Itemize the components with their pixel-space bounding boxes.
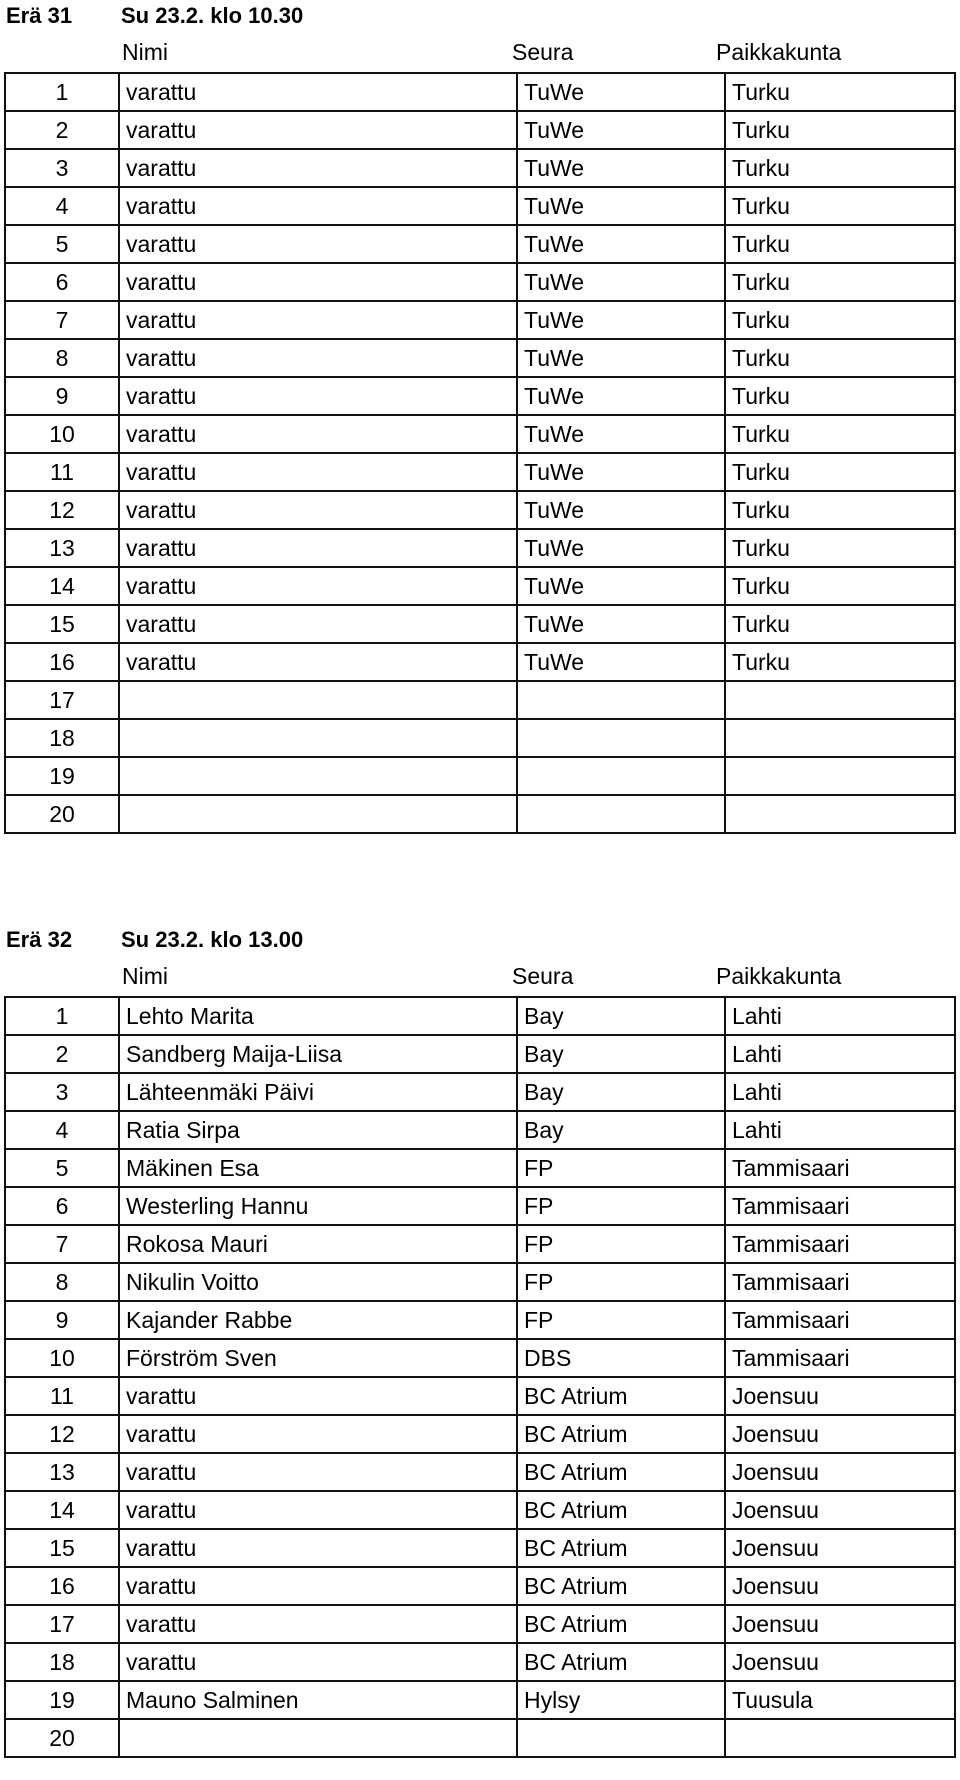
club-name: TuWe [517, 453, 725, 491]
city-name: Turku [725, 73, 955, 111]
heat-header [0, 0, 960, 34]
table-row [5, 73, 955, 111]
club-name: BC Atrium [517, 1605, 725, 1643]
table-row [5, 1149, 955, 1187]
city-name: Tammisaari [725, 1263, 955, 1301]
club-name: TuWe [517, 491, 725, 529]
player-name: Lehto Marita [119, 997, 517, 1035]
city-name: Lahti [725, 1073, 955, 1111]
table-row [5, 1529, 955, 1567]
row-number: 7 [5, 301, 119, 339]
city-name [725, 757, 955, 795]
city-name: Turku [725, 491, 955, 529]
table-row [5, 1111, 955, 1149]
club-name [517, 1719, 725, 1757]
heat-time: Su 23.2. klo 13.00 [121, 927, 304, 952]
row-number: 6 [5, 1187, 119, 1225]
table-row [5, 301, 955, 339]
player-name: varattu [119, 567, 517, 605]
club-name: TuWe [517, 567, 725, 605]
city-name: Turku [725, 453, 955, 491]
row-number: 3 [5, 1073, 119, 1111]
table-row [5, 491, 955, 529]
club-name: FP [517, 1301, 725, 1339]
player-name: varattu [119, 529, 517, 567]
player-name [119, 757, 517, 795]
table-row [5, 605, 955, 643]
heat-label: Erä 32 [6, 927, 73, 952]
row-number: 13 [5, 529, 119, 567]
player-name: varattu [119, 111, 517, 149]
table-row [5, 1719, 955, 1757]
city-name: Turku [725, 415, 955, 453]
table-row [5, 339, 955, 377]
player-name: varattu [119, 1453, 517, 1491]
row-number: 3 [5, 149, 119, 187]
player-name: varattu [119, 187, 517, 225]
player-name: varattu [119, 1377, 517, 1415]
player-name: Mäkinen Esa [119, 1149, 517, 1187]
table-row [5, 719, 955, 757]
table-row [5, 757, 955, 795]
heat-label: Erä 31 [6, 3, 73, 28]
row-number: 15 [5, 605, 119, 643]
city-name: Turku [725, 301, 955, 339]
player-name: varattu [119, 377, 517, 415]
row-number: 14 [5, 1491, 119, 1529]
table-row [5, 149, 955, 187]
row-number: 11 [5, 1377, 119, 1415]
table-row [5, 1605, 955, 1643]
table-row [5, 415, 955, 453]
heat-table [4, 996, 956, 1758]
club-name: TuWe [517, 149, 725, 187]
club-name: BC Atrium [517, 1529, 725, 1567]
club-name: TuWe [517, 415, 725, 453]
city-name: Turku [725, 529, 955, 567]
table-row [5, 263, 955, 301]
city-name: Lahti [725, 997, 955, 1035]
row-number: 17 [5, 1605, 119, 1643]
city-name [725, 795, 955, 833]
row-number: 5 [5, 1149, 119, 1187]
row-number: 2 [5, 1035, 119, 1073]
player-name: varattu [119, 415, 517, 453]
row-number: 1 [5, 73, 119, 111]
player-name: varattu [119, 1415, 517, 1453]
table-row [5, 643, 955, 681]
row-number: 15 [5, 1529, 119, 1567]
table-row [5, 225, 955, 263]
club-name [517, 795, 725, 833]
table-row [5, 1035, 955, 1073]
player-name: varattu [119, 1605, 517, 1643]
row-number: 9 [5, 377, 119, 415]
city-name: Tammisaari [725, 1187, 955, 1225]
row-number: 18 [5, 719, 119, 757]
city-name: Joensuu [725, 1453, 955, 1491]
player-name: varattu [119, 453, 517, 491]
player-name: varattu [119, 643, 517, 681]
city-name: Joensuu [725, 1605, 955, 1643]
row-number: 2 [5, 111, 119, 149]
row-number: 19 [5, 757, 119, 795]
column-header-club: Seura [512, 39, 574, 65]
player-name: varattu [119, 1491, 517, 1529]
club-name: TuWe [517, 301, 725, 339]
row-number: 20 [5, 795, 119, 833]
player-name: varattu [119, 1643, 517, 1681]
player-name: varattu [119, 1567, 517, 1605]
row-number: 4 [5, 187, 119, 225]
city-name: Tammisaari [725, 1339, 955, 1377]
column-headers [0, 958, 960, 996]
city-name: Turku [725, 111, 955, 149]
player-name: Sandberg Maija-Liisa [119, 1035, 517, 1073]
table-row [5, 1187, 955, 1225]
row-number: 8 [5, 1263, 119, 1301]
club-name: BC Atrium [517, 1567, 725, 1605]
table-row [5, 1263, 955, 1301]
player-name [119, 1719, 517, 1757]
row-number: 11 [5, 453, 119, 491]
city-name: Joensuu [725, 1377, 955, 1415]
player-name: Lähteenmäki Päivi [119, 1073, 517, 1111]
table-row [5, 1453, 955, 1491]
club-name: Bay [517, 1035, 725, 1073]
club-name: FP [517, 1263, 725, 1301]
club-name [517, 757, 725, 795]
player-name: varattu [119, 73, 517, 111]
player-name: Ratia Sirpa [119, 1111, 517, 1149]
player-name: varattu [119, 605, 517, 643]
table-row [5, 567, 955, 605]
table-row [5, 377, 955, 415]
club-name: BC Atrium [517, 1415, 725, 1453]
club-name: TuWe [517, 111, 725, 149]
table-row [5, 997, 955, 1035]
table-row [5, 795, 955, 833]
city-name: Joensuu [725, 1415, 955, 1453]
city-name: Tammisaari [725, 1225, 955, 1263]
table-row [5, 1491, 955, 1529]
city-name: Turku [725, 187, 955, 225]
row-number: 13 [5, 1453, 119, 1491]
row-number: 1 [5, 997, 119, 1035]
club-name [517, 681, 725, 719]
club-name: TuWe [517, 339, 725, 377]
club-name: Bay [517, 1111, 725, 1149]
table-row [5, 187, 955, 225]
city-name [725, 719, 955, 757]
heat-table [4, 72, 956, 834]
heat-header [0, 924, 960, 958]
club-name: TuWe [517, 225, 725, 263]
player-name: varattu [119, 149, 517, 187]
table-row [5, 1301, 955, 1339]
club-name: TuWe [517, 73, 725, 111]
club-name: Bay [517, 997, 725, 1035]
heat-32-block [0, 924, 960, 1751]
row-number: 10 [5, 1339, 119, 1377]
club-name: Hylsy [517, 1681, 725, 1719]
table-row [5, 1415, 955, 1453]
table-row [5, 1377, 955, 1415]
city-name: Joensuu [725, 1567, 955, 1605]
player-name: Nikulin Voitto [119, 1263, 517, 1301]
player-name: varattu [119, 263, 517, 301]
player-name: varattu [119, 301, 517, 339]
column-header-name: Nimi [122, 39, 168, 65]
city-name: Turku [725, 377, 955, 415]
table-row [5, 1073, 955, 1111]
row-number: 20 [5, 1719, 119, 1757]
city-name: Joensuu [725, 1529, 955, 1567]
table-row [5, 1567, 955, 1605]
row-number: 16 [5, 643, 119, 681]
club-name: BC Atrium [517, 1643, 725, 1681]
player-name: varattu [119, 491, 517, 529]
player-name [119, 795, 517, 833]
player-name [119, 719, 517, 757]
club-name: TuWe [517, 263, 725, 301]
table-row [5, 1643, 955, 1681]
city-name: Lahti [725, 1111, 955, 1149]
column-header-name: Nimi [122, 963, 168, 989]
player-name [119, 681, 517, 719]
player-name: varattu [119, 339, 517, 377]
player-name: Kajander Rabbe [119, 1301, 517, 1339]
club-name: FP [517, 1225, 725, 1263]
club-name: BC Atrium [517, 1453, 725, 1491]
column-header-city: Paikkakunta [716, 963, 842, 989]
player-name: varattu [119, 225, 517, 263]
city-name: Tammisaari [725, 1301, 955, 1339]
city-name: Joensuu [725, 1491, 955, 1529]
city-name: Turku [725, 149, 955, 187]
club-name: TuWe [517, 529, 725, 567]
heat-31-block [0, 0, 960, 827]
heat-time: Su 23.2. klo 10.30 [121, 3, 304, 28]
column-header-city: Paikkakunta [716, 39, 842, 65]
table-row [5, 681, 955, 719]
player-name: Rokosa Mauri [119, 1225, 517, 1263]
club-name [517, 719, 725, 757]
column-header-club: Seura [512, 963, 574, 989]
table-row [5, 1681, 955, 1719]
city-name: Turku [725, 643, 955, 681]
row-number: 16 [5, 1567, 119, 1605]
row-number: 14 [5, 567, 119, 605]
city-name: Turku [725, 263, 955, 301]
row-number: 17 [5, 681, 119, 719]
city-name: Lahti [725, 1035, 955, 1073]
row-number: 10 [5, 415, 119, 453]
table-row [5, 529, 955, 567]
row-number: 12 [5, 1415, 119, 1453]
row-number: 19 [5, 1681, 119, 1719]
city-name [725, 681, 955, 719]
city-name: Turku [725, 339, 955, 377]
table-row [5, 1225, 955, 1263]
city-name: Turku [725, 225, 955, 263]
player-name: varattu [119, 1529, 517, 1567]
club-name: TuWe [517, 643, 725, 681]
row-number: 8 [5, 339, 119, 377]
club-name: TuWe [517, 187, 725, 225]
player-name: Förström Sven [119, 1339, 517, 1377]
club-name: FP [517, 1149, 725, 1187]
club-name: BC Atrium [517, 1377, 725, 1415]
row-number: 5 [5, 225, 119, 263]
club-name: DBS [517, 1339, 725, 1377]
table-row [5, 111, 955, 149]
club-name: TuWe [517, 377, 725, 415]
club-name: BC Atrium [517, 1491, 725, 1529]
row-number: 4 [5, 1111, 119, 1149]
city-name: Joensuu [725, 1643, 955, 1681]
player-name: Mauno Salminen [119, 1681, 517, 1719]
city-name: Turku [725, 605, 955, 643]
table-row [5, 453, 955, 491]
player-name: Westerling Hannu [119, 1187, 517, 1225]
column-headers [0, 34, 960, 72]
club-name: TuWe [517, 605, 725, 643]
city-name: Tammisaari [725, 1149, 955, 1187]
row-number: 9 [5, 1301, 119, 1339]
row-number: 6 [5, 263, 119, 301]
table-row [5, 1339, 955, 1377]
city-name [725, 1719, 955, 1757]
city-name: Tuusula [725, 1681, 955, 1719]
city-name: Turku [725, 567, 955, 605]
club-name: FP [517, 1187, 725, 1225]
club-name: Bay [517, 1073, 725, 1111]
row-number: 18 [5, 1643, 119, 1681]
row-number: 7 [5, 1225, 119, 1263]
row-number: 12 [5, 491, 119, 529]
